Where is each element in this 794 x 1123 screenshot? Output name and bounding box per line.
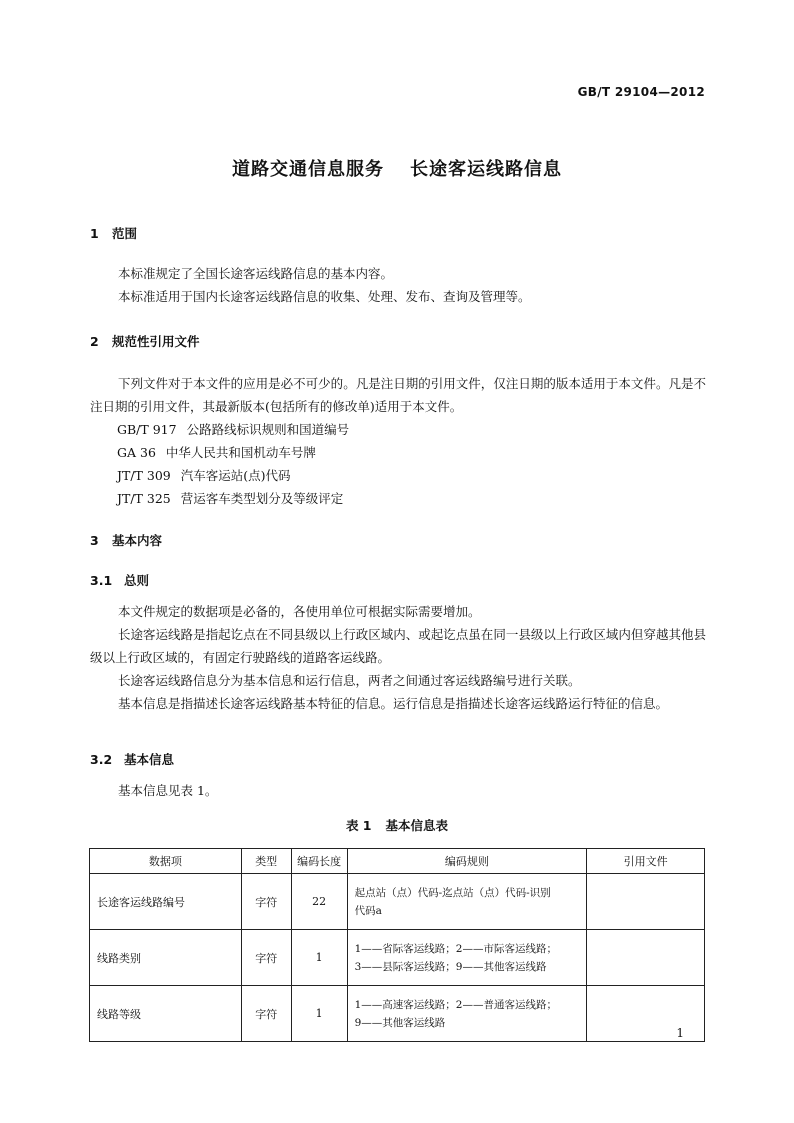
reference-code: JT/T 325 — [117, 491, 171, 506]
column-header: 数据项 — [90, 849, 242, 874]
reference-title: 营运客车类型划分及等级评定 — [180, 491, 344, 506]
subsection-3-1-heading — [90, 571, 149, 589]
reference-item — [117, 487, 343, 510]
cell-rule: 起点站（点）代码-迄点站（点）代码-识别 代码a — [347, 874, 587, 930]
cell-rule: 1——省际客运线路；2——市际客运线路； 3——县际客运线路；9——其他客运线路 — [347, 930, 587, 986]
reference-code: JT/T 309 — [117, 468, 171, 483]
reference-code: GA 36 — [117, 445, 156, 460]
column-header: 类型 — [241, 849, 291, 874]
section-3-heading — [90, 531, 162, 549]
table-caption-title: 基本信息表 — [385, 818, 449, 833]
cell-ref — [587, 930, 705, 986]
section-number: 2 — [90, 334, 99, 349]
cell-type: 字符 — [241, 874, 291, 930]
cell-item: 线路类别 — [90, 930, 242, 986]
title-part1: 道路交通信息服务 — [232, 159, 384, 180]
reference-title: 公路路线标识规则和国道编号 — [186, 422, 350, 437]
paragraph: 本文件规定的数据项是必备的，各使用单位可根据实际需要增加。 — [118, 604, 481, 619]
reference-title: 汽车客运站(点)代码 — [180, 468, 291, 483]
subsection-title: 基本信息 — [124, 752, 175, 767]
cell-length: 1 — [291, 986, 347, 1042]
basic-info-table — [89, 848, 705, 1042]
paragraph: 本标准适用于国内长途客运线路信息的收集、处理、发布、查询及管理等。 — [118, 289, 531, 304]
column-header: 引用文件 — [587, 849, 705, 874]
column-header: 编码长度 — [291, 849, 347, 874]
cell-ref — [587, 874, 705, 930]
section-title: 范围 — [112, 226, 138, 241]
cell-ref — [587, 986, 705, 1042]
table-header-row — [90, 849, 705, 874]
subsection-title: 总则 — [124, 573, 150, 588]
subsection-number: 3.2 — [90, 752, 113, 767]
cell-type: 字符 — [241, 930, 291, 986]
reference-item — [117, 418, 349, 441]
cell-length: 1 — [291, 930, 347, 986]
subsection-number: 3.1 — [90, 573, 113, 588]
cell-type: 字符 — [241, 986, 291, 1042]
table-row — [90, 986, 705, 1042]
paragraph: 下列文件对于本文件的应用是必不可少的。凡是注日期的引用文件，仅注日期的版本适用于本文件。凡是不注日期的引用文件，其最新版本(包括所有的修改单)适用于本文件。 — [90, 376, 706, 414]
cell-item: 线路等级 — [90, 986, 242, 1042]
table-caption-number: 表 1 — [345, 818, 372, 833]
subsection-3-2-heading — [90, 750, 174, 768]
section-1-heading — [90, 224, 137, 242]
table-row — [90, 930, 705, 986]
section-number: 1 — [90, 226, 99, 241]
paragraph: 长途客运线路是指起讫点在不同县级以上行政区域内、或起讫点虽在同一县级以上行政区域内但穿越其他县级以上行政区域的，有固定行驶路线的道路客运线路。 — [90, 627, 706, 665]
paragraph: 基本信息是指描述长途客运线路基本特征的信息。运行信息是指描述长途客运线路运行特征的信息。 — [118, 696, 669, 711]
reference-title: 中华人民共和国机动车号牌 — [165, 445, 316, 460]
section-number: 3 — [90, 533, 99, 548]
paragraph: 本标准规定了全国长途客运线路信息的基本内容。 — [118, 266, 394, 281]
paragraph: 基本信息见表 1。 — [118, 783, 218, 798]
cell-length: 22 — [291, 874, 347, 930]
standard-code: GB/T 29104—2012 — [577, 85, 705, 99]
column-header: 编码规则 — [347, 849, 587, 874]
reference-code: GB/T 917 — [117, 422, 177, 437]
cell-item: 长途客运线路编号 — [90, 874, 242, 930]
section-title: 基本内容 — [112, 533, 163, 548]
section-2-heading — [90, 332, 200, 350]
table-caption — [0, 816, 794, 834]
section-title: 规范性引用文件 — [112, 334, 200, 349]
table-row — [90, 874, 705, 930]
cell-rule: 1——高速客运线路；2——普通客运线路； 9——其他客运线路 — [347, 986, 587, 1042]
page-number: 1 — [676, 1026, 684, 1040]
document-title — [0, 155, 794, 181]
reference-item — [117, 441, 316, 464]
reference-item — [117, 464, 291, 487]
paragraph: 长途客运线路信息分为基本信息和运行信息，两者之间通过客运线路编号进行关联。 — [118, 673, 581, 688]
title-part2: 长途客运线路信息 — [410, 159, 562, 180]
